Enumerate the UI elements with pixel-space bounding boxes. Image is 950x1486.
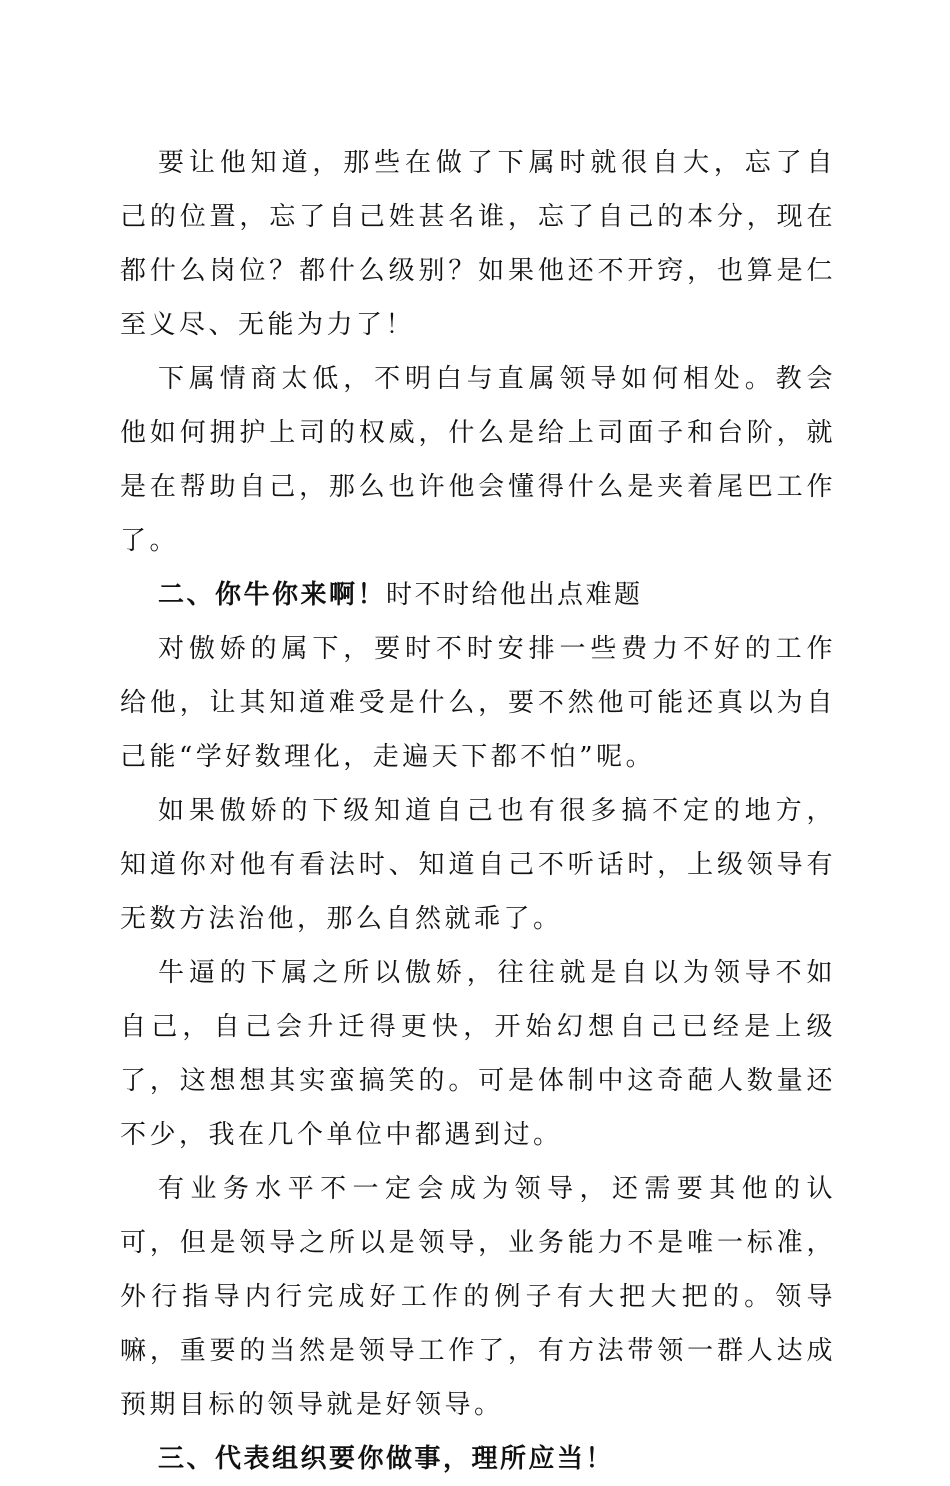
paragraph-1: 要让他知道，那些在做了下属时就很自大，忘了自己的位置，忘了自己姓甚名谁，忘了自己的本分，现在都什么岗位？都什么级别？如果他还不开窍，也算是仁至义尽、无能为力了！: [120, 148, 836, 340]
paragraph-3: 对傲娇的属下，要时不时安排一些费力不好的工作给他，让其知道难受是什么，要不然他可能还真以为自己能“学好数理化，走遍天下都不怕”呢。: [120, 634, 836, 772]
paragraph-6: 有业务水平不一定会成为领导，还需要其他的认可，但是领导之所以是领导，业务能力不是唯一标准，外行指导内行完成好工作的例子有大把大把的。领导嘛，重要的当然是领导工作了，有方法带领一群人达成预期目标的领导就是好领导。: [120, 1174, 836, 1420]
section-heading-2-title: 二、你牛你来啊！: [158, 580, 387, 610]
paragraph-4: 如果傲娇的下级知道自己也有很多搞不定的地方，知道你对他有看法时、知道自己不听话时，上级领导有无数方法治他，那么自然就乖了。: [120, 796, 836, 934]
document-body: [120, 136, 836, 1486]
paragraph-2: 下属情商太低，不明白与直属领导如何相处。教会他如何拥护上司的权威，什么是给上司面子和台阶，就是在帮助自己，那么也许他会懂得什么是夹着尾巴工作了。: [120, 364, 836, 556]
paragraph-5: 牛逼的下属之所以傲娇，往往就是自以为领导不如自己，自己会升迁得更快，开始幻想自己已经是上级了，这想想其实蛮搞笑的。可是体制中这奇葩人数量还不少，我在几个单位中都遇到过。: [120, 958, 836, 1150]
section-heading-3: 三、代表组织要你做事，理所应当！: [158, 1444, 615, 1474]
section-heading-2: [120, 568, 836, 622]
section-heading-2-subtitle: 时不时给他出点难题: [386, 580, 643, 610]
